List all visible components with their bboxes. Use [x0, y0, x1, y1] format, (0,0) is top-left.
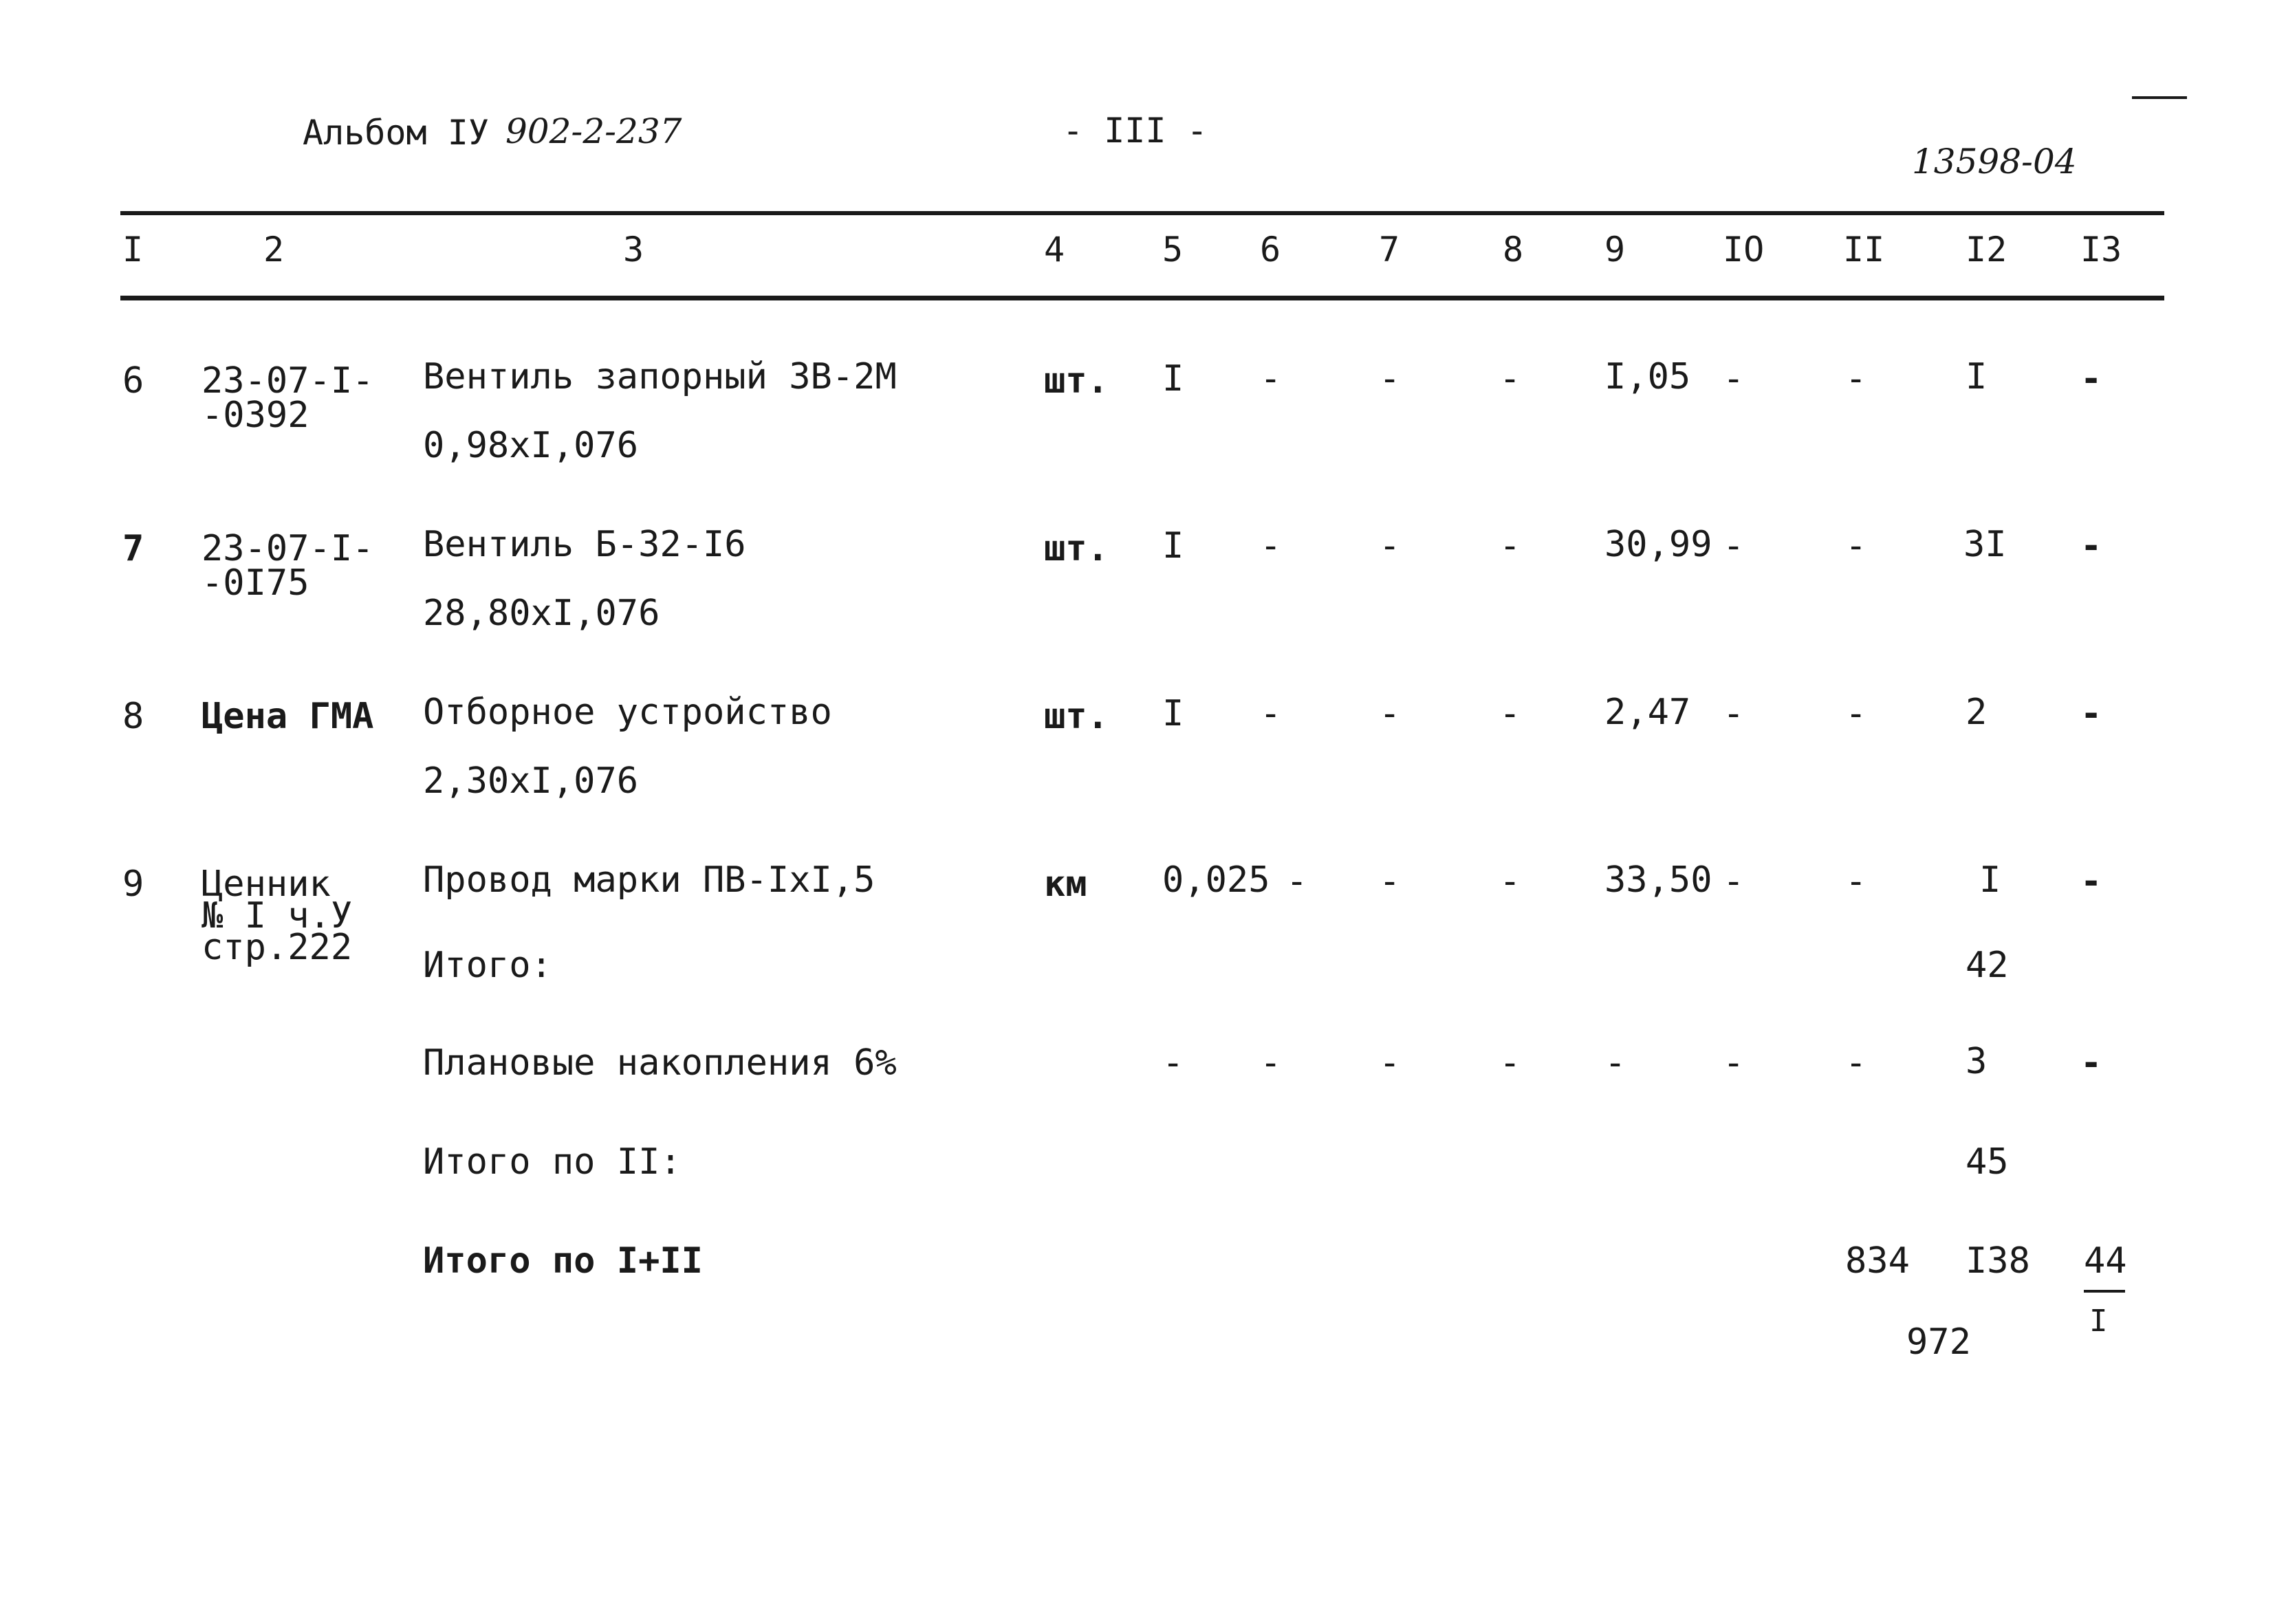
row-number: 8 — [122, 696, 144, 737]
plan-col8: - — [1499, 1042, 1521, 1084]
row-code-line1: Ценник — [202, 864, 331, 905]
col-head-10: IO — [1723, 230, 1765, 270]
itogo-part2-total: 45 — [1966, 1141, 2009, 1183]
col-head-5: 5 — [1162, 230, 1184, 270]
row-name: Вентиль запорный 3В-2М — [423, 356, 897, 397]
row-number: 7 — [122, 528, 144, 569]
row-col5: I — [1162, 358, 1184, 399]
row-col12: 3I — [1963, 524, 2007, 565]
itogo-part1-2-col13-denominator: I — [2089, 1304, 2108, 1339]
row-code-line1: 23-07-I- — [202, 360, 374, 402]
plan-col9: - — [1604, 1042, 1626, 1084]
itogo-part2-label: Итого по II: — [423, 1141, 682, 1183]
row-col5: 0,025 — [1162, 859, 1270, 901]
itogo-part1-2-col13-numerator: 44 — [2084, 1240, 2127, 1282]
col-head-11: II — [1843, 230, 1885, 270]
row-col13: - — [2080, 693, 2102, 734]
row-col10: - — [1723, 861, 1745, 902]
plan-col10: - — [1723, 1042, 1745, 1084]
album-code: 902-2-237 — [505, 111, 682, 151]
row-col9: I,05 — [1604, 356, 1691, 397]
plan-col11: - — [1845, 1042, 1867, 1084]
itogo-part1-2-label: Итого по I+II — [423, 1240, 703, 1282]
row-col11: - — [1845, 693, 1867, 734]
plan-col6: - — [1260, 1042, 1282, 1084]
row-unit: шт. — [1044, 696, 1109, 737]
row-col6: - — [1260, 525, 1282, 567]
row-col7: - — [1379, 693, 1401, 734]
itogo-label: Итого: — [423, 945, 552, 986]
document-number: 13598-04 — [1912, 142, 2077, 182]
grand-total: 972 — [1906, 1321, 1971, 1363]
row-code-line2: -0392 — [202, 395, 309, 436]
row-col8: - — [1499, 358, 1521, 399]
plan-col5: - — [1162, 1042, 1184, 1084]
row-col11: - — [1845, 861, 1867, 902]
row-col13: - — [2080, 861, 2102, 902]
plan-col7: - — [1379, 1042, 1401, 1084]
row-col6: - — [1260, 358, 1282, 399]
row-col9: 2,47 — [1604, 692, 1691, 733]
fraction-bar — [2084, 1290, 2125, 1293]
row-col8: - — [1499, 861, 1521, 902]
col-head-3: 3 — [623, 230, 644, 270]
row-col10: - — [1723, 525, 1745, 567]
row-code-line1: Цена ГМА — [202, 696, 374, 737]
row-formula: 0,98хI,076 — [423, 425, 639, 466]
row-number: 6 — [122, 360, 144, 402]
row-col11: - — [1845, 358, 1867, 399]
row-col10: - — [1723, 693, 1745, 734]
itogo-total: 42 — [1966, 945, 2009, 986]
row-unit: шт. — [1044, 360, 1109, 402]
row-name: Отборное устройство — [423, 692, 832, 733]
album-label: Альбом IУ — [303, 113, 489, 153]
corner-mark — [2132, 96, 2187, 99]
row-col8: - — [1499, 525, 1521, 567]
row-col7: - — [1379, 358, 1401, 399]
itogo-part1-2-col11: 834 — [1845, 1240, 1910, 1282]
col-head-9: 9 — [1604, 230, 1626, 270]
row-col5: I — [1162, 693, 1184, 734]
row-name: Вентиль Б-32-I6 — [423, 524, 746, 565]
page-number: - III - — [1063, 111, 1208, 151]
row-col13: - — [2080, 525, 2102, 567]
row-col6: - — [1260, 693, 1282, 734]
row-code-line1: 23-07-I- — [202, 528, 374, 569]
row-col7: - — [1379, 861, 1401, 902]
col-head-12: I2 — [1966, 230, 2007, 270]
row-col9: 33,50 — [1604, 859, 1712, 901]
plan-col12: 3 — [1966, 1041, 1988, 1082]
row-col7: - — [1379, 525, 1401, 567]
col-head-4: 4 — [1044, 230, 1065, 270]
itogo-part1-2-col12: I38 — [1966, 1240, 2030, 1282]
col-head-7: 7 — [1379, 230, 1400, 270]
row-col6: - — [1286, 861, 1308, 902]
row-col12: I — [1966, 356, 1988, 397]
plan-accumulation-label: Плановые накопления 6% — [423, 1042, 897, 1084]
col-head-8: 8 — [1503, 230, 1524, 270]
row-name: Провод марки ПВ-IхI,5 — [423, 859, 875, 901]
row-formula: 2,30хI,076 — [423, 760, 639, 802]
row-col5: I — [1162, 525, 1184, 567]
row-col11: - — [1845, 525, 1867, 567]
row-code-line2: -0I75 — [202, 562, 309, 604]
row-col8: - — [1499, 693, 1521, 734]
row-number: 9 — [122, 864, 144, 905]
row-unit: шт. — [1044, 528, 1109, 569]
row-col9: 30,99 — [1604, 524, 1712, 565]
row-unit: км — [1044, 864, 1087, 905]
col-head-13: I3 — [2080, 230, 2122, 270]
row-code-line2: № I ч.У — [202, 895, 353, 936]
table-top-rule — [120, 211, 2164, 215]
col-head-6: 6 — [1260, 230, 1281, 270]
table-header-rule — [120, 296, 2164, 300]
col-head-1: I — [122, 230, 144, 270]
row-col13: - — [2080, 358, 2102, 399]
col-head-2: 2 — [263, 230, 285, 270]
row-col12: I — [1979, 859, 2001, 901]
row-formula: 28,80хI,076 — [423, 593, 660, 634]
row-col10: - — [1723, 358, 1745, 399]
row-code-line3: стр.222 — [202, 927, 353, 968]
row-col12: 2 — [1966, 692, 1988, 733]
plan-col13: - — [2080, 1042, 2102, 1084]
